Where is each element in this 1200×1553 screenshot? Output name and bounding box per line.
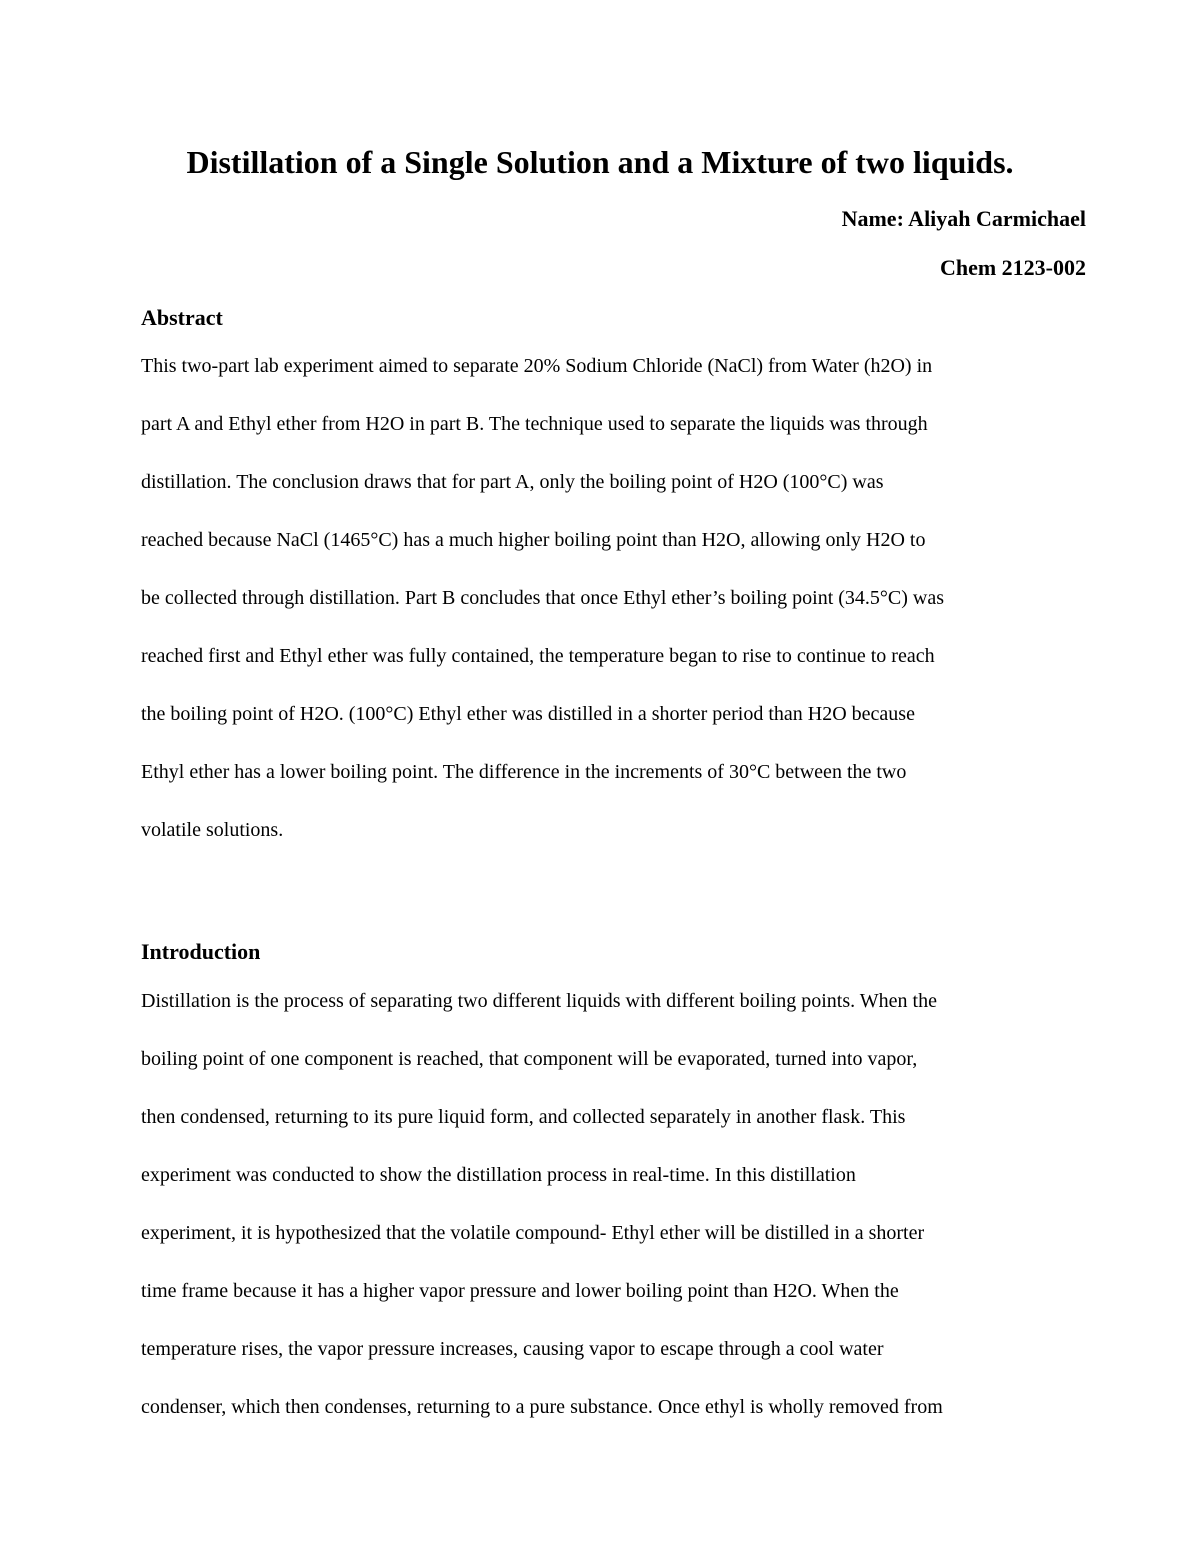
abstract-line: distillation. The conclusion draws that for part A, only the boiling point of H2O (100°C) was (141, 471, 884, 493)
author-name: Name: Aliyah Carmichael (841, 206, 1086, 231)
course-code: Chem 2123-002 (939, 255, 1086, 280)
introduction-line: time frame because it has a higher vapor pressure and lower boiling point than H2O. When the (141, 1280, 899, 1302)
introduction-line: temperature rises, the vapor pressure increases, causing vapor to escape through a cool water (141, 1338, 884, 1360)
introduction-line: boiling point of one component is reached, that component will be evaporated, turned into vapor, (141, 1048, 918, 1070)
introduction-heading: Introduction (141, 939, 261, 964)
abstract-line: This two-part lab experiment aimed to separate 20% Sodium Chloride (NaCl) from Water (h2O) in (141, 355, 933, 377)
introduction-line: then condensed, returning to its pure liquid form, and collected separately in another flask. This (141, 1106, 906, 1128)
abstract-paragraph (141, 337, 1101, 859)
abstract-line: be collected through distillation. Part B concludes that once Ethyl ether’s boiling point (34.5°C) was (141, 587, 945, 609)
abstract-line: Ethyl ether has a lower boiling point. The difference in the increments of 30°C between the two (141, 761, 907, 783)
introduction-line: experiment, it is hypothesized that the volatile compound- Ethyl ether will be distilled in a shorter (141, 1222, 925, 1244)
abstract-line: reached because NaCl (1465°C) has a much higher boiling point than H2O, allowing only H2O to (141, 529, 926, 551)
introduction-line: condenser, which then condenses, returning to a pure substance. Once ethyl is wholly removed from (141, 1396, 943, 1418)
document-title: Distillation of a Single Solution and a Mixture of two liquids. (186, 144, 1014, 180)
abstract-line: volatile solutions. (141, 819, 284, 841)
abstract-line: the boiling point of H2O. (100°C) Ethyl ether was distilled in a shorter period than H2O because (141, 703, 915, 725)
abstract-heading: Abstract (141, 305, 223, 330)
introduction-line: Distillation is the process of separating two different liquids with different boiling points. When the (141, 990, 937, 1012)
abstract-line: reached first and Ethyl ether was fully contained, the temperature began to rise to continue to reach (141, 645, 935, 667)
introduction-paragraph (141, 972, 1101, 1436)
introduction-line: experiment was conducted to show the distillation process in real-time. In this distillation (141, 1164, 856, 1186)
abstract-line: part A and Ethyl ether from H2O in part B. The technique used to separate the liquids was through (141, 413, 928, 435)
